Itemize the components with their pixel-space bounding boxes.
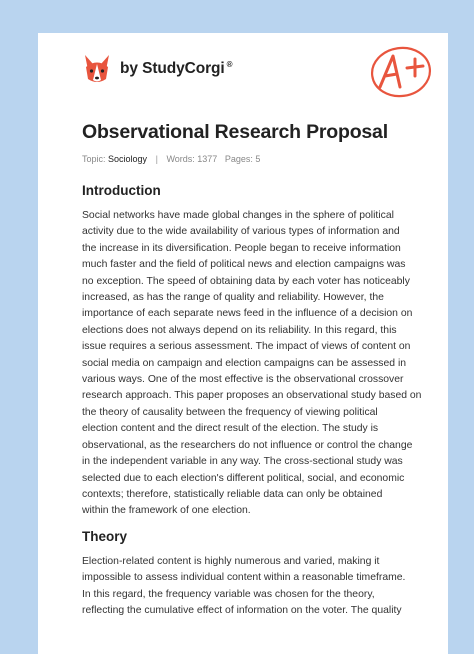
text-line: observational, as the researchers do not influence or control the change xyxy=(82,439,413,451)
section-heading-theory: Theory xyxy=(82,529,128,544)
meta-separator: | xyxy=(155,154,158,164)
text-line: elections does not always depend on its reliability. In this regard, this xyxy=(82,324,397,336)
text-line: issue requires a serious assessment. The impact of views of content on xyxy=(82,341,411,353)
text-line: importance of each separate news feed in the influence of a decision on xyxy=(82,308,413,320)
brand-name: by StudyCorgi ® xyxy=(120,59,233,78)
text-line: in the independent variable in any way. The cross-sectional study was xyxy=(82,456,403,468)
topic-link[interactable]: Sociology xyxy=(108,154,148,164)
text-line: research approach. This paper proposes an observational study based on xyxy=(82,390,422,402)
topic-label: Topic: xyxy=(82,154,106,164)
text-line: contexts; therefore, statistically reliable data can only be obtained xyxy=(82,488,383,500)
section-heading-introduction: Introduction xyxy=(82,183,161,198)
text-line: various ways. One of the most effective is the observational crossover xyxy=(82,374,404,386)
text-line: selected due to each election's different political, social, and economic xyxy=(82,472,405,484)
page-count: Pages: 5 xyxy=(224,154,261,164)
studycorgi-brand[interactable] xyxy=(82,51,232,87)
text-line: Election-related content is highly numerous and varied, making it xyxy=(82,556,380,567)
introduction-paragraph xyxy=(82,208,422,520)
word-count: Words: 1377 xyxy=(166,154,218,164)
document-title: Observational Research Proposal xyxy=(82,121,388,143)
text-line: within the framework of one election. xyxy=(82,505,251,517)
theory-paragraph xyxy=(82,554,412,620)
text-line: the increase in its diversification. People began to receive information xyxy=(82,242,401,254)
text-line: election content and the direct result of the election. The study is xyxy=(82,423,379,435)
text-line: reflecting the cumulative effect of information on the voter. The quality xyxy=(82,605,402,617)
text-line: social media on campaign and election campaigns can be assessed in xyxy=(82,357,407,369)
text-line: no exception. The speed of obtaining data by each voter has noticeably xyxy=(82,275,410,287)
corgi-logo-icon xyxy=(82,53,112,85)
text-line: impossible to assess individual content within a reasonable timeframe. xyxy=(82,572,406,584)
text-line: Social networks have made global changes in the sphere of political xyxy=(82,210,394,221)
document-meta xyxy=(82,154,260,164)
text-line: increased, as has the range of quality and reliability. However, the xyxy=(82,292,384,304)
text-line: the theory of causality between the frequency of viewing political xyxy=(82,406,378,418)
a-plus-icon xyxy=(366,43,436,99)
text-line: In this regard, the frequency variable was chosen for the theory, xyxy=(82,588,375,600)
document-page xyxy=(38,33,448,654)
text-line: much faster and the field of political news and election campaigns was xyxy=(82,259,406,271)
text-line: activity due to the wide availability of various types of information and xyxy=(82,226,400,238)
